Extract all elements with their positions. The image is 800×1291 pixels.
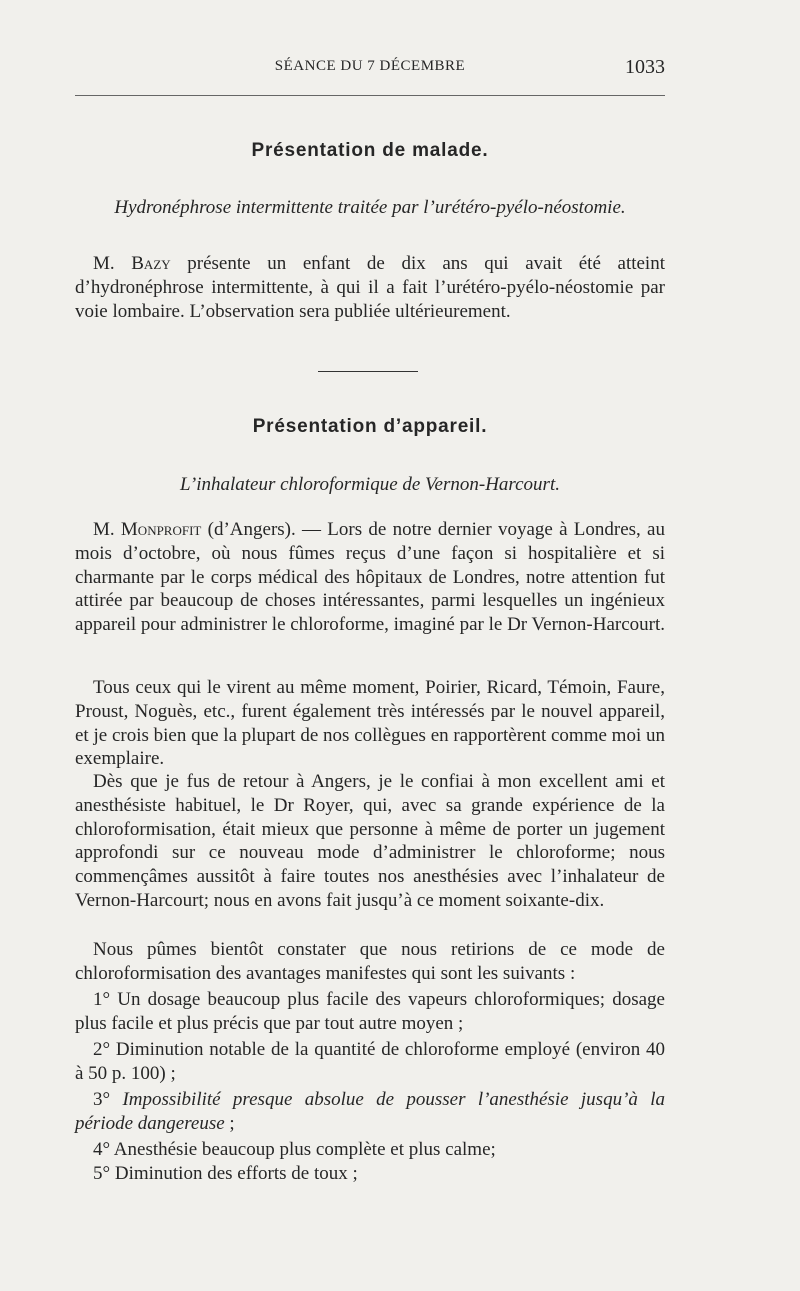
paragraph-bazy: [75, 252, 665, 323]
list-item-text: 4° Anesthésie beaucoup plus complète et plus calme;: [93, 1139, 496, 1160]
list-item-2: [75, 1038, 665, 1086]
paragraph-witnesses: [75, 676, 665, 771]
list-item-text: 5° Diminution des efforts de toux ;: [93, 1163, 358, 1184]
section-title-malade: Présentation de malade.: [251, 140, 489, 161]
list-item-punct: ;: [224, 1112, 235, 1134]
list-item-5: [75, 1162, 665, 1186]
paragraph-text: présente un enfant de dix ans qui avait été atteint d’hydronéphrose intermittente, à qui il a fait l’urétéro-pyélo-néostomie par voie lombaire. L’observation sera publiée ultérieurement.: [75, 253, 665, 322]
list-item-3: [75, 1088, 665, 1136]
list-item-4: [75, 1138, 665, 1162]
paragraph-text: (d’Angers). — Lors de notre dernier voyage à Londres, au mois d’octobre, où nous fûmes reçus d’une façon si hospitalière et si charmante par le corps médical des hôpitaux de Londres, notre attention fut attirée par beaucoup de choses intéressantes, parmi lesquelles un ingénieux appareil pour administrer le chloroforme, imaginé par le Dr Vernon-Harcourt.: [75, 519, 666, 636]
paragraph-text: Dès que je fus de retour à Angers, je le confiai à mon excellent ami et anesthésiste habituel, le Dr Royer, qui, avec sa grande expérience de la chloroformisation, était mieux que personne à même de porter un jugement approfondi sur ce nouveau mode d’administrer le chloroforme; nous commençâmes aussitôt à faire toutes nos anesthésies avec l’inhalateur de Vernon-Harcourt; nous en avons fait jusqu’à ce moment soixante-dix.: [75, 771, 665, 911]
paragraph-text: Tous ceux qui le virent au même moment, Poirier, Ricard, Témoin, Faure, Proust, Noguès, etc., furent également très intéressés par le nouvel appareil, et je crois bien que la plupart de nos collègues en rapportèrent comme moi un exemplaire.: [75, 677, 665, 770]
section-separator: [318, 371, 418, 372]
paragraph-royer: [75, 770, 665, 913]
page-number: 1033: [625, 56, 665, 78]
list-item-text: 1° Un dosage beaucoup plus facile des vapeurs chloroformiques; dosage plus facile et plus précis que par tout autre moyen ;: [75, 989, 665, 1034]
paragraph-advantages-intro: [75, 938, 665, 986]
list-item-text: Impossibilité presque absolue de pousser l’anesthésie jusqu’à la période dangereuse: [75, 1089, 666, 1134]
section-title-appareil: Présentation d’appareil.: [252, 416, 488, 437]
list-item-number: 3°: [93, 1089, 111, 1110]
running-title: SÉANCE DU 7 DÉCEMBRE: [274, 58, 466, 74]
paragraph-monprofit: [75, 518, 665, 637]
list-item-text: 2° Diminution notable de la quantité de chloroforme employé (environ 40 à 50 p. 100) ;: [75, 1039, 665, 1084]
speaker-name: M. Monprofit: [93, 519, 202, 540]
header-rule: [75, 95, 665, 96]
speaker-name: M. Bazy: [93, 253, 171, 274]
list-item-1: [75, 988, 665, 1036]
page-header: [75, 56, 665, 84]
paragraph-text: Nous pûmes bientôt constater que nous retirions de ce mode de chloroformisation des avantages manifestes qui sont les suivants :: [75, 939, 665, 984]
section-subtitle-hydronephrose: Hydronéphrose intermittente traitée par l’urétéro-pyélo-néostomie.: [114, 197, 626, 218]
section-subtitle-inhalateur: L’inhalateur chloroformique de Vernon-Harcourt.: [180, 474, 560, 495]
